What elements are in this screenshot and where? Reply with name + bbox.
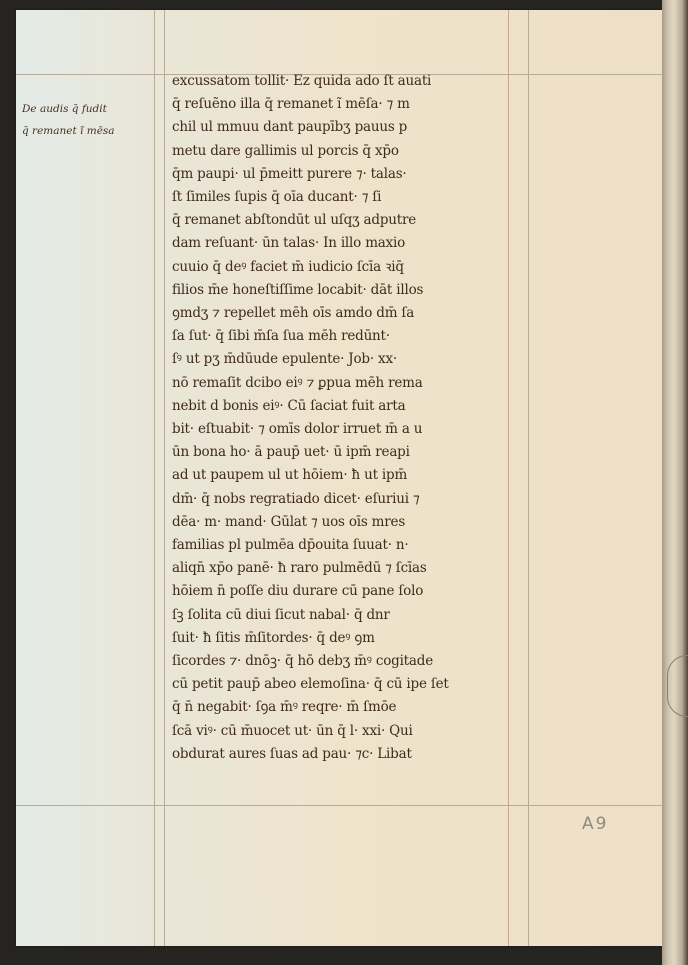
text-line: ſꝫ ſolita cū diui ſicut nabal· q̄ dnr bbox=[172, 606, 390, 623]
text-line: ſcā viꝰ· cū m̄uocet ut· ūn q̄ l· xxi· Qui bbox=[172, 722, 413, 739]
text-line: cuuio q̄ deꝰ faciet m̄ iudicio ſcīa ꝛiq̄ bbox=[172, 258, 404, 275]
edge-marginal-mark bbox=[667, 655, 688, 717]
text-line: dm̄· q̄ nobs regratiado dicet· eſuriui ⁊ bbox=[172, 490, 420, 507]
text-line: q̄ remanet abſtondūt ul uſqʒ adputre bbox=[172, 212, 417, 229]
text-line: ſuit· ħ ſitis m̄ſitordes· q̄ deꝰ ꝯm bbox=[172, 629, 375, 646]
manuscript-text-block bbox=[172, 70, 518, 766]
text-line: familias pl pulmēa dp̄ouita ſuuat· n· bbox=[172, 537, 409, 554]
text-line: obdurat aures ſuas ad pau· ⁊c· Libat bbox=[172, 745, 412, 762]
marginal-note-line: De audis q̄ fudit bbox=[22, 103, 107, 115]
text-line: dēa· m· mand· Gūlat ⁊ uos oīs mres bbox=[172, 513, 406, 530]
text-line: q̄m paupi· ul p̄meitt purere ⁊· talas· bbox=[172, 165, 407, 182]
text-line: excussatom tollit· Ez quida ado ſt auati bbox=[172, 73, 432, 89]
text-line: q̄ n̄ negabit· ſꝯa m̄ꝰ reqre· m̄ ſmōe bbox=[172, 699, 397, 716]
ruling-line-bottom bbox=[16, 805, 662, 806]
text-line: ſꝰ ut pʒ m̄dūude epulente· Job· xx· bbox=[172, 351, 397, 368]
text-line: hōiem n̄ poſſe diu durare cū pane ſolo bbox=[172, 583, 424, 600]
text-line: bit· eſtuabit· ⁊ omīs dolor irruet m̄ a u bbox=[172, 421, 423, 438]
text-line: nebit d bonis eiꝰ· Cū ſaciat fuit arta bbox=[172, 397, 406, 414]
marginal-note bbox=[22, 98, 152, 142]
text-line: ūn bona ho· ā paup̄ uet· ū ipm̄ reapi bbox=[172, 444, 410, 461]
folio-mark: A9 bbox=[582, 814, 609, 834]
page-edge bbox=[662, 0, 688, 965]
text-line: aliqn̄ xp̄o panē· ħ raro pulmēdū ⁊ ſcīas bbox=[172, 560, 427, 577]
text-line: metu dare gallimis ul porcis q̄ xp̄o bbox=[172, 142, 399, 159]
text-line: cū petit paup̄ abeo elemoſina· q̄ cū ipe ſet bbox=[172, 676, 449, 693]
text-line: ꝯmdʒ ⁊ repellet mēh oīs amdo dm̄ ſa bbox=[172, 305, 415, 322]
text-line: ſa ſut· q̄ ſibi m̄ſa ſua mēh redūnt· bbox=[172, 328, 390, 345]
text-line: chil ul mmuu dant paupībʒ pauus p bbox=[172, 119, 408, 136]
text-line: nō remaſit dcibo eiꝰ ⁊ ꝑpua mēh rema bbox=[172, 374, 423, 391]
text-line: ſicordes ⁊· dnōꝫ· q̄ hō debʒ m̄ꝰ cogitade bbox=[172, 653, 433, 670]
marginal-note-line: q̄ remanet ĩ mēsa bbox=[22, 125, 115, 137]
text-line: filios m̄e honeſtiſſime locabit· dāt illos bbox=[172, 281, 424, 298]
text-line: dam reſuant· ūn talas· In illo maxio bbox=[172, 235, 406, 252]
text-line: ſt ſimiles ſupis q̄ oīa ducant· ⁊ ſi bbox=[172, 189, 382, 206]
text-line: ad ut paupem ul ut hōiem· ħ ut ipm̄ bbox=[172, 467, 408, 484]
text-line: q̄ reſuẽno illa q̄ remanet ĩ mēſa· ⁊ m bbox=[172, 96, 410, 113]
